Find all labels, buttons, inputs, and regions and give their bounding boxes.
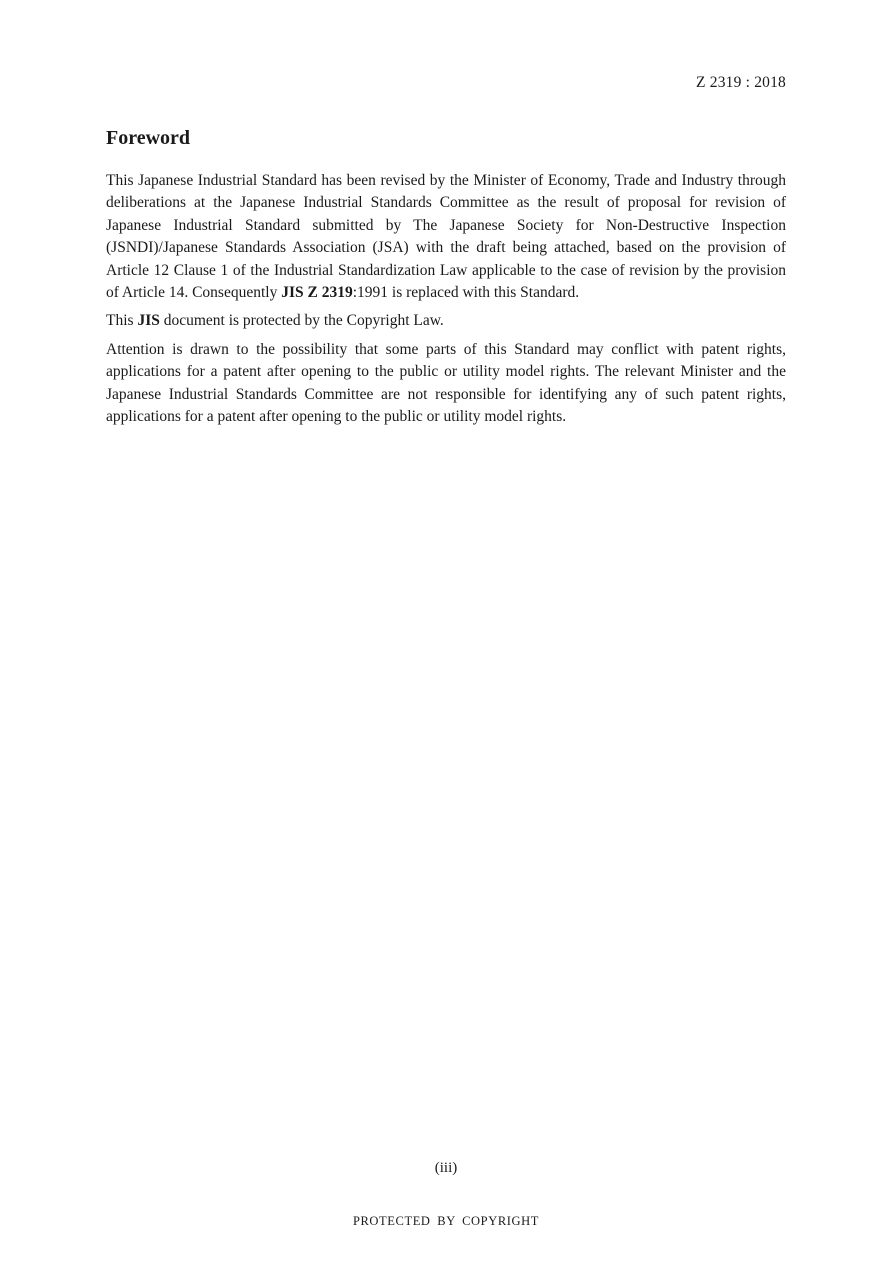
paragraph-text: :1991 is replaced with this Standard. bbox=[352, 284, 580, 302]
jis-reference: JIS bbox=[137, 312, 160, 330]
paragraph-patent-notice: Attention is drawn to the possibility that some parts of this Standard may conflict with patent rights, applications for a patent after opening to the public or utility model rights. The relevant Minister and the Japanese Industrial Standards Committee are not responsible for identifying any of such patent rights, applications for a patent after opening to the public or utility model rights. bbox=[106, 340, 786, 426]
paragraph-text: This bbox=[106, 312, 138, 330]
document-id: Z 2319 : 2018 bbox=[696, 74, 786, 91]
copyright-footer: PROTECTED BY COPYRIGHT bbox=[352, 1214, 540, 1228]
page-number: (iii) bbox=[434, 1160, 458, 1176]
paragraph-revision bbox=[106, 170, 786, 304]
paragraph-text: document is protected by the Copyright Law. bbox=[159, 312, 444, 330]
standard-reference: JIS Z 2319 bbox=[281, 284, 353, 302]
paragraph-text: This Japanese Industrial Standard has been revised by the Minister of Economy, Trade and Industry through deliberations at the Japanese Industrial Standards Committee as the result of proposal for revision of Japanese Industrial Standard submitted by The Japanese Society for Non-Destructive Inspection (JSNDI)/Japanese Standards Association (JSA) with the draft being attached, based on the provision of Article 12 Clause 1 of the Industrial Standardization Law applicable to the case of revision by the provision of Article 14. Consequently bbox=[106, 172, 786, 302]
paragraph-copyright bbox=[106, 310, 786, 332]
section-title: Foreword bbox=[106, 127, 191, 149]
foreword-body bbox=[106, 170, 786, 434]
